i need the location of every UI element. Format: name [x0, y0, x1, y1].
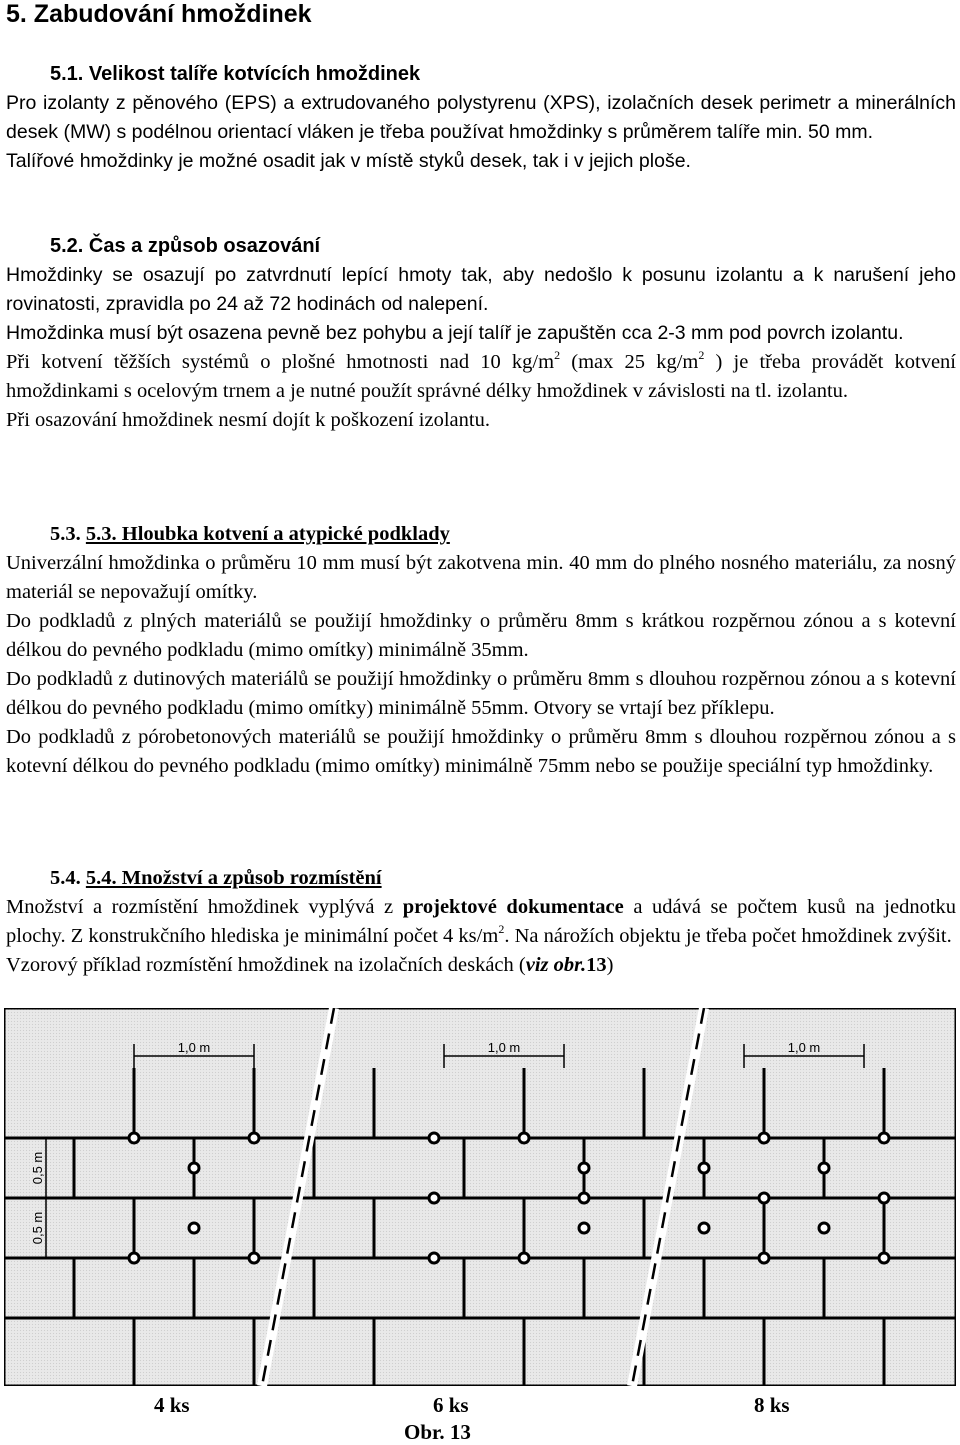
section-5-4-paragraph-1 [6, 893, 956, 951]
anchor [879, 1133, 889, 1143]
anchor [519, 1133, 529, 1143]
zone-label-8: 8 ks [754, 1393, 790, 1417]
section-5-3-title-text: 5.3. Hloubka kotvení a atypické podklady [85, 523, 450, 545]
section-5-2-paragraph-3 [6, 348, 956, 406]
section-5-3 [6, 520, 956, 781]
anchor [759, 1133, 769, 1143]
p2-italic-ref: viz obr. [525, 954, 587, 976]
section-5-3-paragraph-4: Do podkladů z pórobetonových materiálů se použijí hmoždinky o průměru 8mm s dlouhou rozpěrnou zónou a s kotevní délkou do pevného podkladu (mimo omítky) minimálně 75mm nebo se použije speciální typ hmoždinky. [6, 726, 956, 777]
section-5-2-title: 5.2. Čas a způsob osazování [50, 235, 321, 257]
p1-part-a: Množství a rozmístění hmoždinek vyplývá z [6, 896, 403, 918]
p2-part-d: ) [606, 954, 614, 976]
superscript: 2 [698, 348, 705, 363]
p1-part-d: . Na nárožích objektu je třeba počet hmoždinek zvýšit. [504, 925, 952, 947]
p2-ref-number: 13 [586, 954, 607, 976]
anchor [429, 1253, 439, 1263]
anchor [699, 1163, 709, 1173]
section-5-1-paragraph-2: Talířové hmoždinky je možné osadit jak v místě styků desek, tak i v jejich ploše. [6, 150, 691, 172]
zone-label-4: 4 ks [154, 1393, 190, 1417]
anchor [579, 1193, 589, 1203]
anchor [519, 1253, 529, 1263]
anchor [429, 1133, 439, 1143]
dim-label-right: 1,0 m [787, 1040, 821, 1055]
anchor [579, 1223, 589, 1233]
p3-part-c: ) je třeba provádět kotvení hmoždinkami s ocelovým trnem a je nutné použít správné délky hmoždinek v závislosti na tl. izolantu. [6, 351, 957, 402]
p2-part-a: Vzorový příklad rozmístění hmoždinek na izolačních deskách ( [6, 954, 526, 976]
p3-part-a: Při kotvení těžších systémů o plošné hmotnosti nad 10 kg/m [6, 351, 555, 373]
section-heading: 5. Zabudování hmoždinek [6, 0, 312, 28]
anchor [129, 1253, 139, 1263]
figure-svg [4, 1008, 956, 1386]
anchor [249, 1253, 259, 1263]
section-5-4-paragraph-2 [6, 951, 956, 980]
section-5-3-paragraph-1: Univerzální hmoždinka o průměru 10 mm musí být zakotvena min. 40 mm do plného nosného materiálu, za nosný materiál se nepovažují omítky. [6, 552, 956, 603]
section-5-2 [6, 232, 956, 435]
anchor [249, 1133, 259, 1143]
anchor-layout-figure [4, 1008, 956, 1386]
dim-label-left: 1,0 m [177, 1040, 211, 1055]
section-5-2-paragraph-2: Hmoždinka musí být osazena pevně bez pohybu a její talíř je zapuštěn cca 2-3 mm pod povrch izolantu. [6, 322, 904, 344]
superscript: 2 [554, 348, 561, 363]
section-5-4-title: 5.4. 5.4. Množství a způsob rozmístění [50, 867, 382, 889]
anchor [699, 1223, 709, 1233]
section-5-1 [6, 60, 956, 176]
p1-bold: projektové dokumentace [402, 896, 624, 918]
anchor [879, 1193, 889, 1203]
section-5-4-title-text: 5.4. Množství a způsob rozmístění [85, 867, 382, 889]
anchor [579, 1163, 589, 1173]
section-5-3-title: 5.3. 5.3. Hloubka kotvení a atypické podklady [50, 523, 450, 545]
section-5-2-paragraph-1: Hmoždinky se osazují po zatvrdnutí lepící hmoty tak, aby nedošlo k posunu izolantu a k narušení jeho rovinatosti, zpravidla po 24 až 72 hodinách od nalepení. [6, 264, 956, 315]
section-5-1-paragraph-1: Pro izolanty z pěnového (EPS) a extrudovaného polystyrenu (XPS), izolačních desek perimetr a minerálních desek (MW) s podélnou orientací vláken je třeba používat hmoždinky s průměrem talíře min. 50 mm. [6, 92, 956, 143]
superscript: 2 [498, 922, 505, 937]
section-5-2-paragraph-4: Při osazování hmoždinek nesmí dojít k poškození izolantu. [6, 409, 490, 431]
dim-label-side-bottom: 0,5 m [30, 1211, 45, 1245]
zone-label-6: 6 ks [433, 1393, 469, 1417]
anchor [129, 1133, 139, 1143]
p1-part-c: a udává se počtem kusů na jednotku plochy. Z konstrukčního hlediska je minimální počet 4 ks/m [6, 896, 957, 947]
section-5-1-title: 5.1. Velikost talíře kotvících hmoždinek [50, 63, 421, 85]
anchor [879, 1253, 889, 1263]
section-5-4 [6, 864, 956, 980]
anchor [759, 1253, 769, 1263]
anchor [189, 1163, 199, 1173]
figure-caption: Obr. 13 [404, 1420, 471, 1444]
section-5-3-paragraph-3: Do podkladů z dutinových materiálů se použijí hmoždinky o průměru 8mm s dlouhou rozpěrnou zónou a s kotevní délkou do pevného podkladu (mimo omítky) minimálně 55mm. Otvory se vrtají bez příklepu. [6, 668, 956, 719]
dim-label-side-top: 0,5 m [30, 1151, 45, 1185]
anchor [189, 1223, 199, 1233]
anchor [819, 1223, 829, 1233]
anchor [819, 1163, 829, 1173]
anchor [759, 1193, 769, 1203]
dim-label-mid: 1,0 m [487, 1040, 521, 1055]
section-5-3-paragraph-2: Do podkladů z plných materiálů se použijí hmoždinky o průměru 8mm s krátkou rozpěrnou zónou a s kotevní délkou do pevného podkladu (mimo omítky) minimálně 35mm. [6, 610, 956, 661]
p3-part-b: (max 25 kg/m [560, 351, 699, 373]
anchor [429, 1193, 439, 1203]
